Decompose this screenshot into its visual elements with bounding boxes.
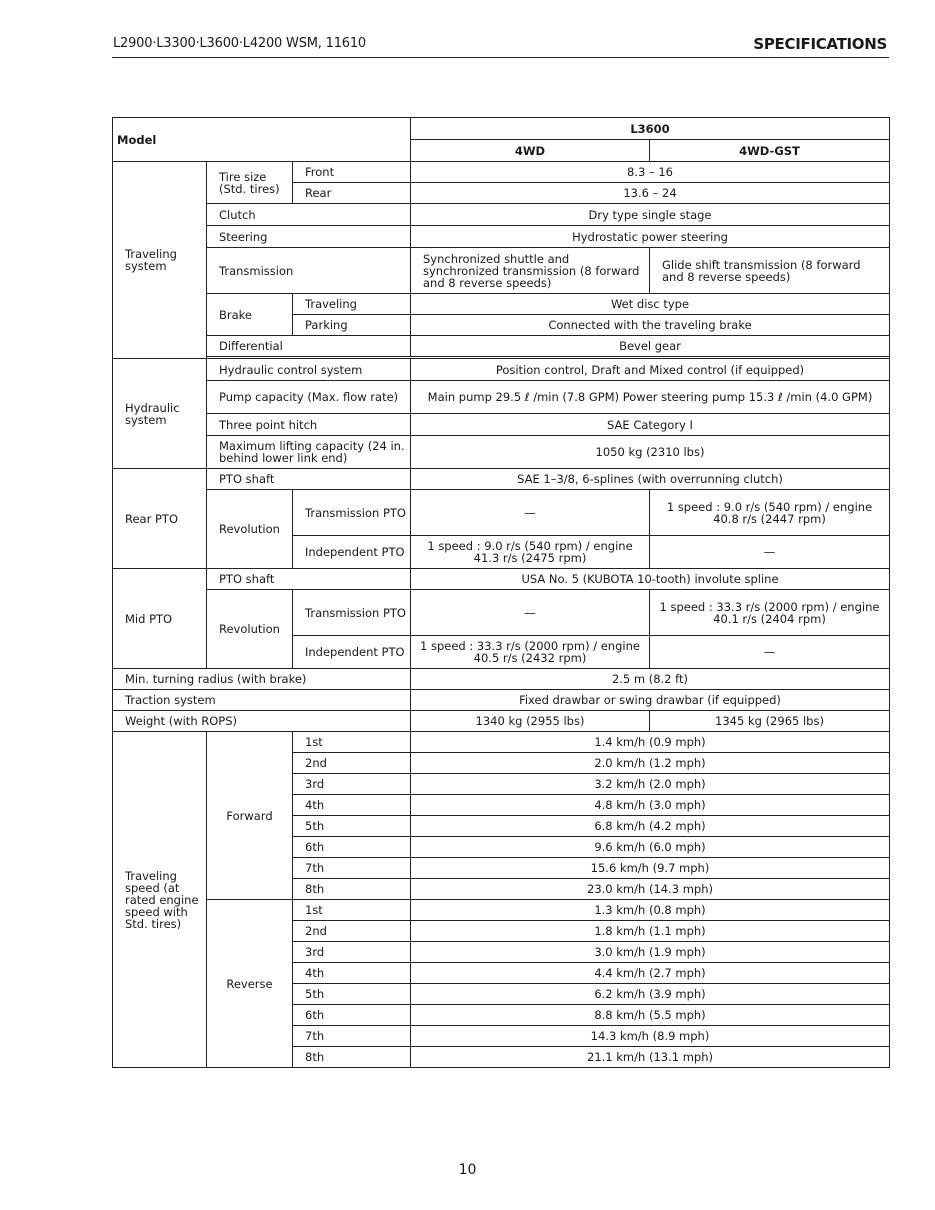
speed-value: 9.6 km/h (6.0 mph)	[411, 837, 890, 858]
traveling-speed-label: Traveling speed (at rated engine speed with Std. tires)	[113, 732, 207, 1068]
differential-label: Differential	[207, 336, 411, 357]
table-row	[113, 690, 890, 711]
speed-value: 6.8 km/h (4.2 mph)	[411, 816, 890, 837]
model-header-row	[113, 118, 890, 140]
lifting-capacity-value: 1050 kg (2310 lbs)	[411, 436, 890, 469]
speed-gear-label: 2nd	[293, 921, 411, 942]
rear-pto-shaft-value: SAE 1–3/8, 6-splines (with overrunning clutch)	[411, 469, 890, 490]
rear-pto-label: Rear PTO	[113, 469, 207, 569]
speed-gear-label: 3rd	[293, 942, 411, 963]
table-row	[113, 436, 890, 469]
tire-front-value: 8.3 – 16	[411, 162, 890, 183]
table-row	[113, 294, 890, 315]
speed-gear-label: 6th	[293, 1005, 411, 1026]
steering-value: Hydrostatic power steering	[411, 226, 890, 248]
speed-value: 4.8 km/h (3.0 mph)	[411, 795, 890, 816]
rear-pto-independent-gst: —	[650, 536, 890, 569]
rear-pto-transmission-gst: 1 speed : 9.0 r/s (540 rpm) / engine 40.8 r/s (2447 rpm)	[650, 490, 890, 536]
transmission-gst-value: Glide shift transmission (8 forward and 8 reverse speeds)	[650, 248, 890, 294]
table-row	[113, 359, 890, 381]
weight-4wd-value: 1340 kg (2955 lbs)	[411, 711, 650, 732]
brake-traveling-label: Traveling	[293, 294, 411, 315]
differential-value: Bevel gear	[411, 336, 890, 357]
page-number: 10	[458, 1162, 477, 1178]
speed-gear-label: 6th	[293, 837, 411, 858]
turning-radius-label: Min. turning radius (with brake)	[113, 669, 411, 690]
speed-value: 23.0 km/h (14.3 mph)	[411, 879, 890, 900]
table-row	[113, 590, 890, 636]
speed-value: 3.0 km/h (1.9 mph)	[411, 942, 890, 963]
speed-gear-label: 2nd	[293, 753, 411, 774]
pump-capacity-value: Main pump 29.5 ℓ /min (7.8 GPM) Power steering pump 15.3 ℓ /min (4.0 GPM)	[411, 381, 890, 414]
mid-pto-transmission-4wd: —	[411, 590, 650, 636]
speed-value: 6.2 km/h (3.9 mph)	[411, 984, 890, 1005]
speed-gear-label: 3rd	[293, 774, 411, 795]
speed-value: 1.4 km/h (0.9 mph)	[411, 732, 890, 753]
document-header-title: L2900·L3300·L3600·L4200 WSM, 11610	[113, 36, 366, 51]
mid-pto-label: Mid PTO	[113, 569, 207, 669]
transmission-4wd-value: Synchronized shuttle and synchronized transmission (8 forward and 8 reverse speeds)	[411, 248, 650, 294]
speed-gear-label: 1st	[293, 732, 411, 753]
speed-value: 21.1 km/h (13.1 mph)	[411, 1047, 890, 1068]
speed-row-reverse	[113, 900, 890, 921]
speed-value: 14.3 km/h (8.9 mph)	[411, 1026, 890, 1047]
tire-rear-label: Rear	[293, 183, 411, 204]
table-row	[113, 248, 890, 294]
brake-label: Brake	[207, 294, 293, 336]
table-row	[113, 669, 890, 690]
speed-gear-label: 4th	[293, 963, 411, 984]
speed-value: 15.6 km/h (9.7 mph)	[411, 858, 890, 879]
speed-gear-label: 8th	[293, 879, 411, 900]
steering-label: Steering	[207, 226, 411, 248]
speed-gear-label: 1st	[293, 900, 411, 921]
speed-value: 1.8 km/h (1.1 mph)	[411, 921, 890, 942]
speed-value: 1.3 km/h (0.8 mph)	[411, 900, 890, 921]
table-row	[113, 469, 890, 490]
table-row	[113, 490, 890, 536]
brake-traveling-value: Wet disc type	[411, 294, 890, 315]
hydraulic-control-value: Position control, Draft and Mixed control (if equipped)	[411, 359, 890, 381]
specifications-table	[112, 117, 890, 1068]
speed-forward-label: Forward	[207, 732, 293, 900]
three-point-hitch-label: Three point hitch	[207, 414, 411, 436]
table-row	[113, 204, 890, 226]
mid-pto-independent-label: Independent PTO	[293, 636, 411, 669]
mid-pto-transmission-label: Transmission PTO	[293, 590, 411, 636]
tire-size-label: Tire size (Std. tires)	[207, 162, 293, 204]
rear-pto-independent-label: Independent PTO	[293, 536, 411, 569]
mid-pto-transmission-gst: 1 speed : 33.3 r/s (2000 rpm) / engine 40.1 r/s (2404 rpm)	[650, 590, 890, 636]
speed-gear-label: 4th	[293, 795, 411, 816]
table-row	[113, 569, 890, 590]
pump-capacity-label: Pump capacity (Max. flow rate)	[207, 381, 411, 414]
speed-gear-label: 5th	[293, 984, 411, 1005]
rear-pto-revolution-label: Revolution	[207, 490, 293, 569]
traction-system-label: Traction system	[113, 690, 411, 711]
speed-value: 8.8 km/h (5.5 mph)	[411, 1005, 890, 1026]
table-row	[113, 381, 890, 414]
brake-parking-value: Connected with the traveling brake	[411, 315, 890, 336]
model-name: L3600	[411, 118, 890, 140]
column-header-4wd: 4WD	[411, 140, 650, 162]
rear-pto-shaft-label: PTO shaft	[207, 469, 411, 490]
table-row	[113, 414, 890, 436]
weight-gst-value: 1345 kg (2965 lbs)	[650, 711, 890, 732]
turning-radius-value: 2.5 m (8.2 ft)	[411, 669, 890, 690]
speed-gear-label: 7th	[293, 1026, 411, 1047]
table-row	[113, 711, 890, 732]
mid-pto-revolution-label: Revolution	[207, 590, 293, 669]
transmission-label: Transmission	[207, 248, 411, 294]
hydraulic-system-label: Hydraulic system	[113, 359, 207, 469]
model-label: Model	[113, 118, 411, 162]
clutch-label: Clutch	[207, 204, 411, 226]
speed-row-forward	[113, 732, 890, 753]
brake-parking-label: Parking	[293, 315, 411, 336]
rear-pto-transmission-4wd: —	[411, 490, 650, 536]
speed-value: 3.2 km/h (2.0 mph)	[411, 774, 890, 795]
traveling-speed-section	[113, 732, 890, 1068]
table-row	[113, 226, 890, 248]
speed-reverse-label: Reverse	[207, 900, 293, 1068]
section-title: SPECIFICATIONS	[753, 35, 887, 53]
tire-front-label: Front	[293, 162, 411, 183]
speed-gear-label: 5th	[293, 816, 411, 837]
header-rule	[112, 57, 889, 58]
traveling-system-label: Traveling system	[113, 162, 207, 359]
table-row	[113, 336, 890, 357]
speed-value: 4.4 km/h (2.7 mph)	[411, 963, 890, 984]
lifting-capacity-label: Maximum lifting capacity (24 in. behind lower link end)	[207, 436, 411, 469]
speed-value: 2.0 km/h (1.2 mph)	[411, 753, 890, 774]
mid-pto-independent-gst: —	[650, 636, 890, 669]
clutch-value: Dry type single stage	[411, 204, 890, 226]
tire-rear-value: 13.6 – 24	[411, 183, 890, 204]
hydraulic-control-label: Hydraulic control system	[207, 359, 411, 381]
mid-pto-independent-4wd: 1 speed : 33.3 r/s (2000 rpm) / engine 40.5 r/s (2432 rpm)	[411, 636, 650, 669]
mid-pto-shaft-label: PTO shaft	[207, 569, 411, 590]
speed-gear-label: 8th	[293, 1047, 411, 1068]
table-row	[113, 162, 890, 183]
column-header-4wd-gst: 4WD-GST	[650, 140, 890, 162]
speed-gear-label: 7th	[293, 858, 411, 879]
three-point-hitch-value: SAE Category Ⅰ	[411, 414, 890, 436]
rear-pto-transmission-label: Transmission PTO	[293, 490, 411, 536]
traction-system-value: Fixed drawbar or swing drawbar (if equipped)	[411, 690, 890, 711]
weight-label: Weight (with ROPS)	[113, 711, 411, 732]
rear-pto-independent-4wd: 1 speed : 9.0 r/s (540 rpm) / engine 41.3 r/s (2475 rpm)	[411, 536, 650, 569]
mid-pto-shaft-value: USA No. 5 (KUBOTA 10-tooth) involute spline	[411, 569, 890, 590]
